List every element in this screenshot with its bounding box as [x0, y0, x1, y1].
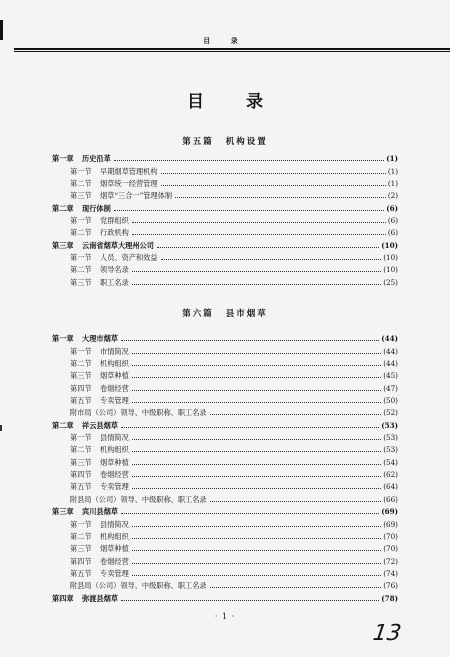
entry-page-number: (1): [386, 154, 398, 164]
toc-part-5-list: [52, 151, 398, 287]
dot-leader: [161, 172, 386, 174]
toc-entry-section: [52, 479, 398, 491]
entry-number: 第二节: [70, 179, 92, 189]
toc-entry-section: [52, 553, 398, 565]
entry-number: 第一章: [52, 154, 74, 164]
entry-title: 机构组织: [100, 445, 129, 455]
entry-number: 第四章: [52, 593, 74, 603]
dot-leader: [132, 574, 381, 576]
page-title: 目 录: [187, 92, 281, 112]
toc-entry-section: [52, 225, 398, 237]
entry-page-number: (25): [383, 277, 398, 287]
entry-title: 机构组织: [100, 359, 129, 369]
toc-entry-chapter: [52, 151, 398, 163]
dot-leader: [132, 537, 381, 539]
dot-leader: [132, 562, 381, 564]
entry-page-number: (62): [383, 470, 398, 480]
entry-title: 卷烟经营: [100, 383, 129, 393]
entry-page-number: (69): [383, 519, 398, 529]
entry-number: 第四节: [70, 383, 92, 393]
toc-entry-section: [52, 454, 398, 466]
entry-title: 祥云县烟草: [82, 420, 118, 430]
entry-number: 第一节: [70, 519, 92, 529]
entry-number: 第三章: [52, 507, 74, 517]
entry-number: 第五节: [70, 482, 92, 492]
entry-title: 市情简况: [100, 346, 129, 356]
entry-title: 烟草种植: [100, 371, 129, 381]
dot-leader: [114, 209, 384, 211]
toc-entry-section: [52, 213, 398, 225]
entry-page-number: (44): [383, 346, 398, 356]
entry-page-number: (53): [383, 433, 398, 443]
entry-number: 第三节: [70, 191, 92, 201]
entry-page-number: (54): [383, 457, 398, 467]
dot-leader: [132, 487, 381, 489]
dot-leader: [161, 184, 386, 186]
dot-leader: [157, 246, 379, 248]
toc-entry-section: [52, 188, 398, 200]
toc-entry-section: [52, 368, 398, 380]
entry-page-number: (64): [383, 482, 398, 492]
toc-entry-section: [52, 516, 398, 528]
entry-title: 现行体制: [82, 203, 111, 213]
entry-title: 附县局（公司）领导、中级职称、职工名录: [70, 494, 207, 504]
entry-page-number: (10): [381, 240, 398, 250]
toc-entry-section: [52, 529, 398, 541]
dot-leader: [132, 389, 381, 391]
entry-number: 第二节: [70, 531, 92, 541]
entry-page-number: (69): [381, 507, 398, 517]
handwritten-page-number: 13: [371, 621, 403, 646]
entry-number: 第一节: [70, 216, 92, 226]
entry-title: 县情简况: [100, 519, 129, 529]
entry-page-number: (6): [387, 228, 398, 238]
entry-page-number: (2): [387, 191, 398, 201]
entry-number: 第二节: [70, 445, 92, 455]
dot-leader: [175, 196, 386, 198]
part-title-5: [0, 135, 450, 147]
toc-entry-section: [52, 343, 398, 355]
entry-title: 人员、资产和效益: [100, 253, 158, 263]
entry-title: 烟草“三合一”管理体制: [100, 191, 173, 201]
entry-title: 领导名录: [100, 265, 129, 275]
entry-page-number: (44): [383, 359, 398, 369]
entry-page-number: (53): [383, 445, 398, 455]
dot-leader: [132, 475, 381, 477]
entry-number: 第四节: [70, 470, 92, 480]
dot-leader: [132, 283, 381, 285]
entry-title: 县情简况: [100, 433, 129, 443]
margin-tick: [0, 425, 2, 431]
entry-page-number: (72): [383, 556, 398, 566]
toc-entry-appendix: [52, 405, 398, 417]
dot-leader: [210, 413, 382, 415]
entry-number: 第二节: [70, 228, 92, 238]
dot-leader: [132, 463, 381, 465]
dot-leader: [210, 586, 382, 588]
entry-title: 烟草种植: [100, 457, 129, 467]
toc-entry-chapter: [52, 417, 398, 429]
entry-title: 专卖管理: [100, 396, 129, 406]
entry-number: 第二章: [52, 420, 74, 430]
entry-title: 专卖管理: [100, 568, 129, 578]
dot-leader: [114, 159, 384, 161]
toc-entry-section: [52, 176, 398, 188]
entry-page-number: (70): [383, 544, 398, 554]
entry-number: 第三节: [70, 371, 92, 381]
entry-page-number: (1): [387, 166, 398, 176]
entry-title: 历史沿革: [82, 154, 111, 164]
entry-number: 第五节: [70, 396, 92, 406]
entry-title: 行政机构: [100, 228, 129, 238]
entry-page-number: (47): [383, 383, 398, 393]
dot-leader: [121, 599, 379, 601]
toc-part-6-list: [52, 331, 398, 603]
entry-page-number: (45): [383, 371, 398, 381]
entry-title: 大理市烟草: [82, 334, 118, 344]
running-header: 目 录: [203, 36, 247, 45]
toc-entry-section: [52, 566, 398, 578]
entry-title: 早期烟草管理机构: [100, 166, 158, 176]
page-folio: · 1 ·: [214, 612, 236, 621]
entry-number: 第三节: [70, 277, 92, 287]
toc-entry-section: [52, 541, 398, 553]
entry-number: 第二节: [70, 265, 92, 275]
entry-page-number: (6): [386, 203, 398, 213]
toc-entry-section: [52, 163, 398, 175]
entry-page-number: (66): [383, 494, 398, 504]
dot-leader: [132, 401, 381, 403]
toc-entry-chapter: [52, 237, 398, 249]
entry-page-number: (52): [383, 408, 398, 418]
entry-title: 党群组织: [100, 216, 129, 226]
dot-leader: [132, 270, 381, 272]
dot-leader: [121, 426, 379, 428]
entry-number: 第三节: [70, 457, 92, 467]
entry-title: 宾川县烟草: [82, 507, 118, 517]
entry-page-number: (10): [383, 265, 398, 275]
entry-number: 第一节: [70, 433, 92, 443]
entry-title: 机构组织: [100, 531, 129, 541]
dot-leader: [132, 352, 381, 354]
dot-leader: [132, 376, 381, 378]
dot-leader: [132, 549, 381, 551]
entry-title: 弥渡县烟草: [82, 593, 118, 603]
dot-leader: [132, 450, 381, 452]
entry-number: 第二章: [52, 203, 74, 213]
toc-entry-section: [52, 442, 398, 454]
entry-page-number: (50): [383, 396, 398, 406]
toc-entry-section: [52, 250, 398, 262]
header-rule-thin: [14, 51, 450, 52]
toc-entry-section: [52, 467, 398, 479]
part-number: 第五篇: [182, 137, 214, 147]
entry-title: 卷烟经营: [100, 556, 129, 566]
toc-entry-chapter: [52, 590, 398, 602]
toc-entry-chapter: [52, 331, 398, 343]
entry-number: 第三节: [70, 544, 92, 554]
dot-leader: [121, 339, 379, 341]
dot-leader: [132, 221, 386, 223]
entry-number: 第一节: [70, 346, 92, 356]
entry-title: 附市局（公司）领导、中级职称、职工名录: [70, 408, 207, 418]
toc-entry-section: [52, 393, 398, 405]
entry-number: 第一章: [52, 334, 74, 344]
entry-title: 附县局（公司）领导、中级职称、职工名录: [70, 581, 207, 591]
entry-title: 云南省烟草大理州公司: [82, 240, 154, 250]
dot-leader: [132, 525, 381, 527]
entry-number: 第三章: [52, 240, 74, 250]
entry-page-number: (78): [381, 593, 398, 603]
entry-title: 烟草统一经营管理: [100, 179, 158, 189]
toc-entry-section: [52, 430, 398, 442]
entry-number: 第五节: [70, 568, 92, 578]
part-name: 县市烟草: [225, 309, 268, 319]
entry-title: 专卖管理: [100, 482, 129, 492]
entry-number: 第一节: [70, 166, 92, 176]
header-rule-thick: [14, 48, 450, 50]
entry-page-number: (74): [383, 568, 398, 578]
entry-title: 卷烟经营: [100, 470, 129, 480]
dot-leader: [132, 233, 386, 235]
toc-entry-section: [52, 262, 398, 274]
dot-leader: [132, 364, 381, 366]
part-number: 第六篇: [182, 309, 214, 319]
entry-page-number: (1): [387, 179, 398, 189]
toc-entry-appendix: [52, 491, 398, 503]
toc-entry-section: [52, 274, 398, 286]
dot-leader: [161, 258, 382, 260]
part-name: 机构设置: [225, 137, 268, 147]
toc-entry-appendix: [52, 578, 398, 590]
entry-number: 第一节: [70, 253, 92, 263]
entry-page-number: (10): [383, 253, 398, 263]
toc-entry-section: [52, 380, 398, 392]
entry-number: 第四节: [70, 556, 92, 566]
dot-leader: [210, 500, 382, 502]
entry-number: 第二节: [70, 359, 92, 369]
entry-title: 烟草种植: [100, 544, 129, 554]
dot-leader: [121, 512, 379, 514]
entry-page-number: (70): [383, 531, 398, 541]
entry-page-number: (44): [381, 334, 398, 344]
toc-entry-chapter: [52, 200, 398, 212]
dot-leader: [132, 438, 381, 440]
toc-entry-section: [52, 356, 398, 368]
entry-page-number: (6): [387, 216, 398, 226]
toc-entry-chapter: [52, 504, 398, 516]
entry-page-number: (76): [383, 581, 398, 591]
part-title-6: [0, 307, 450, 319]
entry-page-number: (53): [381, 420, 398, 430]
entry-title: 职工名录: [100, 277, 129, 287]
